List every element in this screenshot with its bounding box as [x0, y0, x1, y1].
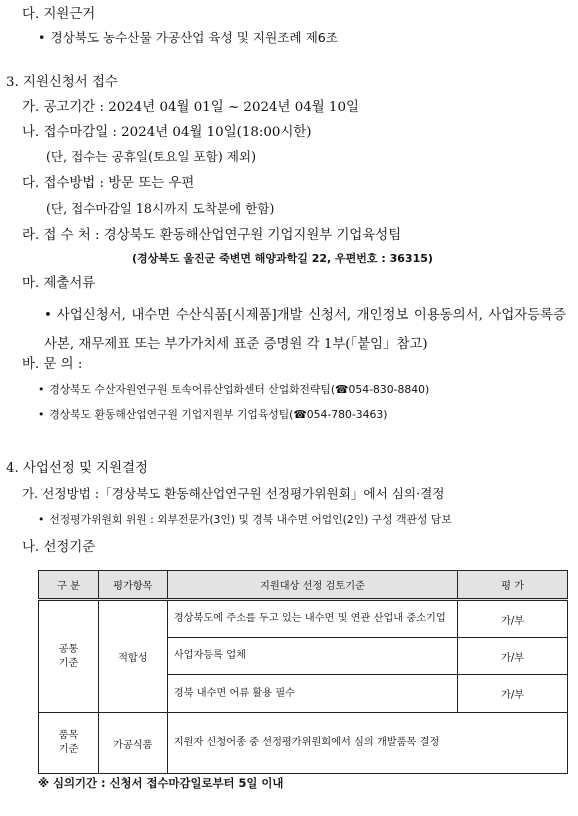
header-evaluation: 평 가	[458, 571, 568, 600]
eval-row-3: 가/부	[458, 675, 568, 713]
section-4-title: 4. 사업선정 및 지원결정	[6, 461, 148, 476]
announcement-period: 가. 공고기간 : 2024년 04월 01일 ~ 2024년 04월 10일	[22, 100, 359, 115]
section-basis-heading: 다. 지원근거	[22, 7, 96, 22]
selection-method: 가. 선정방법 :「경상북도 환동해산업연구원 선정평가위원회」에서 심의·결정	[22, 486, 445, 501]
eval-row-2: 가/부	[458, 638, 568, 675]
section-3-title: 3. 지원신청서 접수	[6, 75, 118, 90]
header-criteria: 지원대상 선정 검토기준	[167, 571, 457, 600]
item-suitability: 적합성	[98, 600, 167, 713]
header-eval-item: 평가항목	[98, 571, 167, 600]
documents-heading: 마. 제출서류	[22, 276, 96, 291]
inquiry-contact-2: • 경상북도 환동해산업연구원 기업지원부 기업육성팀(☎054-780-3463)	[38, 410, 387, 421]
category-item: 품목 기준	[39, 713, 99, 774]
selection-criteria-heading: 나. 선정기준	[22, 540, 96, 555]
selection-committee-note: • 선정평가위원회 위원 : 외부전문가(3인) 및 경북 내수면 어업인(2인) 구성 객관성 담보	[38, 515, 452, 526]
selection-criteria-table	[38, 570, 568, 774]
criterion-item-row: 지원자 신청어종 중 선정평가위원회에서 심의 개발품목 결정	[167, 713, 567, 774]
inquiry-contact-1: • 경상북도 수산자원연구원 토속어류산업화센터 산업화전략팀(☎054-830-8840)	[38, 385, 429, 396]
basis-item: • 경상북도 농수산물 가공산업 육성 및 지원조례 제6조	[38, 32, 338, 45]
eval-row-1: 가/부	[458, 600, 568, 638]
criterion-row-1: 경상북도에 주소를 두고 있는 내수면 및 연관 산업내 중소기업	[167, 600, 457, 638]
submission-method: 다. 접수방법 : 방문 또는 우편	[22, 176, 195, 191]
category-common: 공통 기준	[39, 600, 99, 713]
criterion-row-3: 경북 내수면 어류 활용 필수	[167, 675, 457, 713]
header-category: 구 분	[39, 571, 99, 600]
review-period-footnote: ※ 심의기간 : 신청서 접수마감일로부터 5일 이내	[38, 776, 284, 790]
criterion-row-2: 사업자등록 업체	[167, 638, 457, 675]
submission-office: 라. 접 수 처 : 경상북도 환동해산업연구원 기업지원부 기업육성팀	[22, 228, 402, 243]
inquiry-heading: 바. 문 의 :	[22, 357, 83, 372]
deadline-note: (단, 접수는 공휴일(토요일 포함) 제외)	[46, 149, 256, 164]
submission-method-note: (단, 접수마감일 18시까지 도착분에 한함)	[46, 201, 275, 216]
documents-item: • 사업신청서, 내수면 수산식품[시제품]개발 신청서, 개인정보 이용동의서, 사업자등록증 사본, 재무제표 또는 부가가치세 표준 증명원 각 1부(「붙임」참고)	[44, 301, 566, 359]
item-processed-food: 가공식품	[98, 713, 167, 774]
submission-address: (경상북도 울진군 죽변면 해양과학길 22, 우편번호 : 36315)	[132, 252, 433, 265]
deadline: 나. 접수마감일 : 2024년 04월 10일(18:00시한)	[22, 125, 312, 140]
